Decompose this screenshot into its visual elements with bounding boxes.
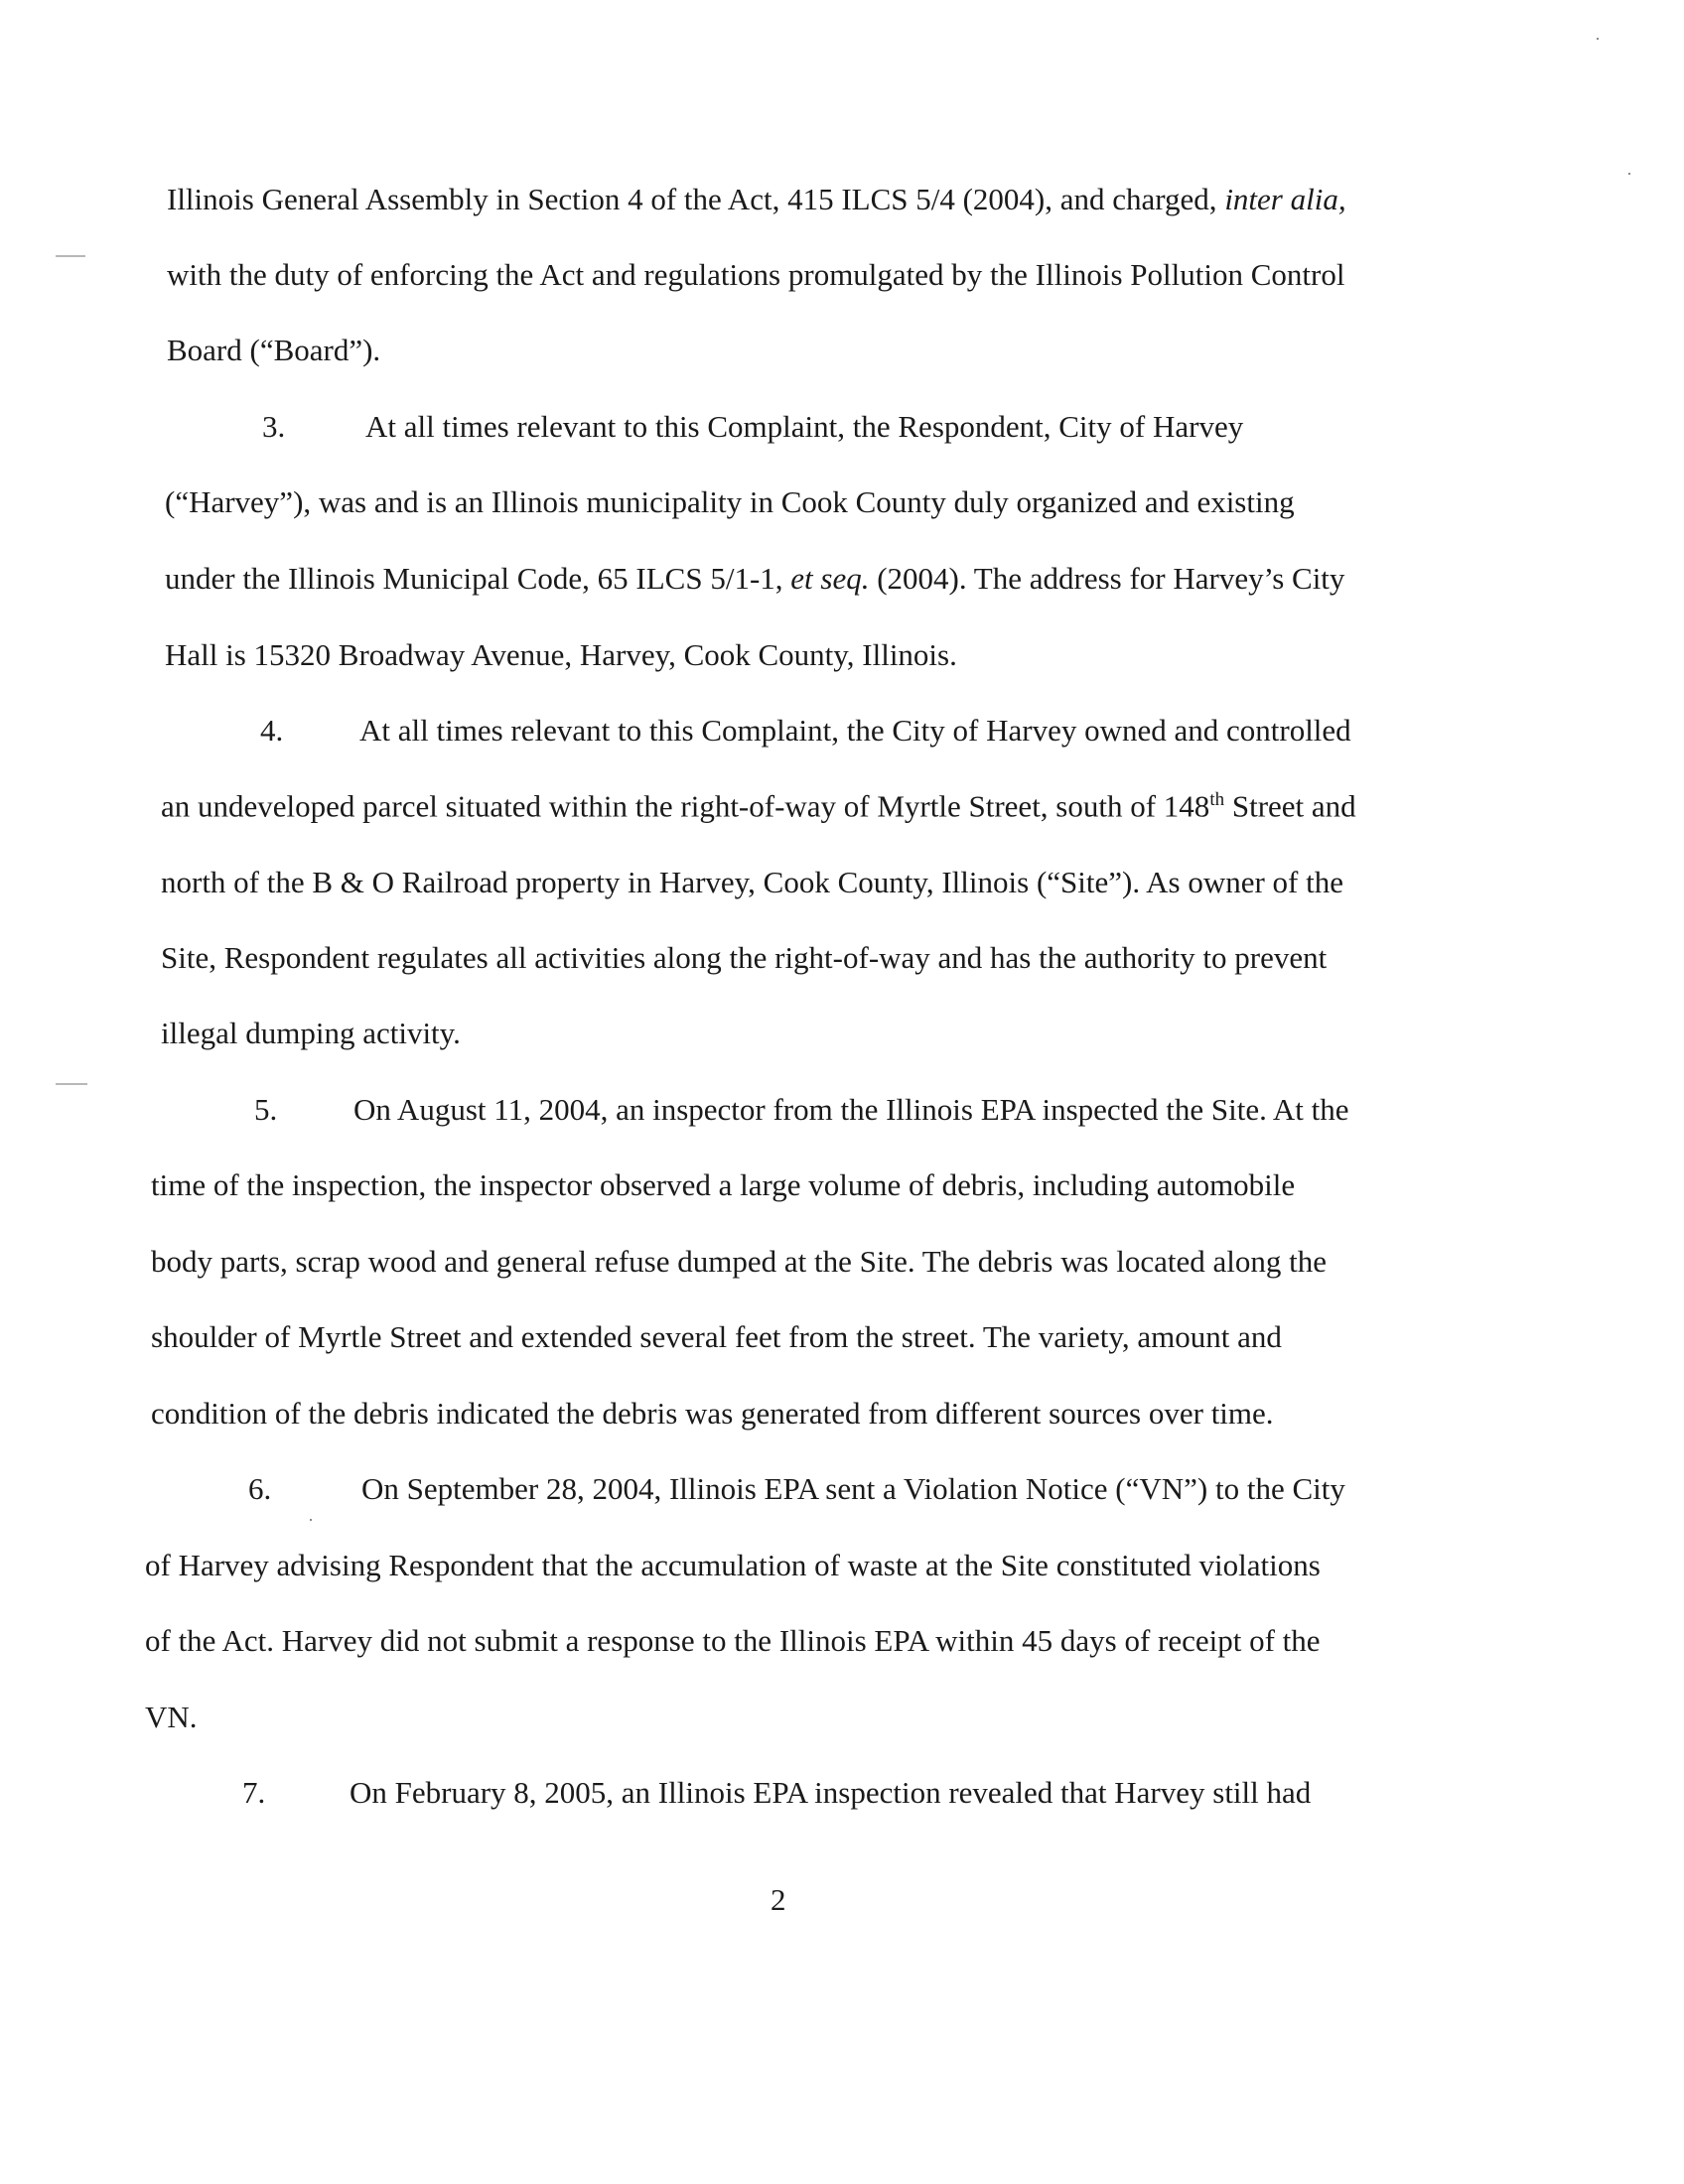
scan-artifact [1597, 38, 1599, 40]
text-run: an undeveloped parcel situated within the right-of-way of Myrtle Street, south of 148 [161, 788, 1210, 824]
body-text-line [167, 184, 1346, 214]
body-text-line: At all times relevant to this Complaint, the Respondent, City of Harvey [365, 409, 1244, 444]
latin-term: inter alia, [1224, 182, 1346, 216]
text-run: Street and [1224, 788, 1356, 824]
body-text-line: On August 11, 2004, an inspector from the Illinois EPA inspected the Site. At the [353, 1092, 1349, 1127]
scan-artifact [56, 255, 85, 257]
body-text-line: of the Act. Harvey did not submit a response to the Illinois EPA within 45 days of receipt of the [145, 1623, 1321, 1658]
body-text-line: north of the B & O Railroad property in Harvey, Cook County, Illinois (“Site”). As owner of the [161, 865, 1343, 899]
body-text-line: Board (“Board”). [167, 333, 381, 367]
body-text-line [165, 563, 1344, 594]
body-text-line: Hall is 15320 Broadway Avenue, Harvey, Cook County, Illinois. [165, 637, 957, 672]
text-run: (2004). The address for Harvey’s City [869, 561, 1345, 596]
scan-artifact [56, 1083, 87, 1085]
paragraph-number: 6. [248, 1471, 272, 1506]
body-text-line: of Harvey advising Respondent that the accumulation of waste at the Site constituted violations [145, 1548, 1321, 1582]
latin-term: et seq. [790, 561, 870, 596]
body-text-line: At all times relevant to this Complaint, the City of Harvey owned and controlled [359, 713, 1351, 748]
paragraph-number: 4. [260, 713, 284, 748]
body-text-line: body parts, scrap wood and general refuse dumped at the Site. The debris was located along the [151, 1244, 1327, 1279]
page-number: 2 [771, 1882, 786, 1917]
ordinal-suffix: th [1209, 789, 1225, 810]
body-text-line: On February 8, 2005, an Illinois EPA inspection revealed that Harvey still had [350, 1775, 1312, 1810]
body-text-line: condition of the debris indicated the debris was generated from different sources over time. [151, 1396, 1274, 1431]
text-run: Illinois General Assembly in Section 4 of the Act, 415 ILCS 5/4 (2004), and charged, [167, 182, 1225, 216]
scan-artifact [1628, 173, 1630, 175]
paragraph-number: 3. [262, 409, 286, 444]
paragraph-number: 5. [254, 1092, 278, 1127]
scan-artifact [310, 1519, 312, 1521]
body-text-line: (“Harvey”), was and is an Illinois municipality in Cook County duly organized and existing [165, 484, 1295, 519]
text-run: under the Illinois Municipal Code, 65 ILCS 5/1-1, [165, 561, 791, 596]
body-text-line: Site, Respondent regulates all activities along the right-of-way and has the authority to prevent [161, 940, 1328, 975]
body-text-line: shoulder of Myrtle Street and extended several feet from the street. The variety, amount and [151, 1319, 1282, 1354]
body-text-line: illegal dumping activity. [161, 1016, 461, 1050]
paragraph-number: 7. [242, 1775, 266, 1810]
body-text-line: with the duty of enforcing the Act and regulations promulgated by the Illinois Pollution Control [167, 257, 1345, 292]
body-text-line [161, 788, 1356, 824]
body-text-line: time of the inspection, the inspector observed a large volume of debris, including automobile [151, 1167, 1296, 1202]
body-text-line: On September 28, 2004, Illinois EPA sent a Violation Notice (“VN”) to the City [361, 1471, 1345, 1506]
body-text-line: VN. [145, 1700, 198, 1734]
